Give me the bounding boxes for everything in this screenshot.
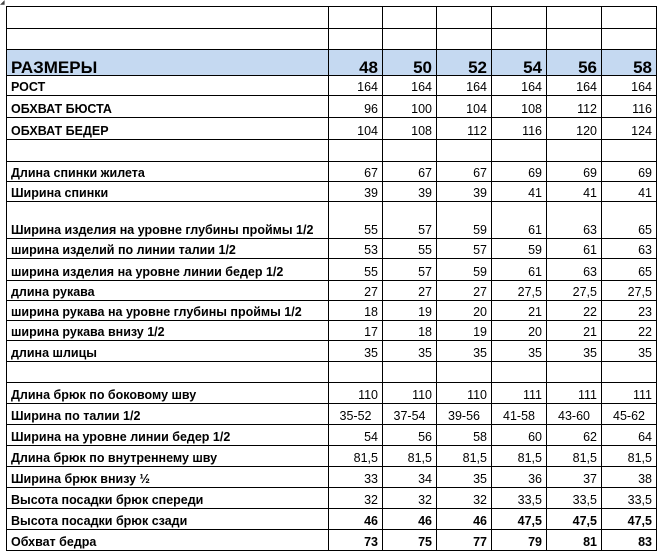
value-cell[interactable]: 39 xyxy=(383,182,437,202)
row-label[interactable]: ОБХВАТ БЮСТА xyxy=(7,96,329,118)
value-cell[interactable]: 35 xyxy=(437,467,492,488)
value-cell[interactable]: 61 xyxy=(492,259,547,281)
value-cell[interactable]: 38 xyxy=(602,467,657,488)
value-cell[interactable]: 73 xyxy=(329,530,383,551)
value-cell[interactable]: 57 xyxy=(437,239,492,259)
empty-cell[interactable] xyxy=(547,362,602,383)
value-cell[interactable]: 35 xyxy=(437,341,492,362)
value-cell[interactable]: 79 xyxy=(492,530,547,551)
table-row xyxy=(7,488,657,509)
table-row xyxy=(7,425,657,446)
value-cell[interactable]: 37-54 xyxy=(383,404,437,425)
row-label[interactable]: ОБХВАТ БЕДЕР xyxy=(7,118,329,140)
value-cell[interactable]: 47,5 xyxy=(602,509,657,530)
value-cell[interactable]: 20 xyxy=(492,321,547,341)
size-chart-table xyxy=(6,6,657,551)
value-cell[interactable]: 110 xyxy=(383,383,437,404)
value-cell[interactable]: 39 xyxy=(329,182,383,202)
value-cell[interactable]: 41 xyxy=(547,182,602,202)
empty-cell[interactable] xyxy=(383,7,437,29)
row-label[interactable]: ширина изделий по линии талии 1/2 xyxy=(7,239,329,259)
value-cell[interactable]: 35 xyxy=(329,341,383,362)
row-label[interactable]: Ширина на уровне линии бедер 1/2 xyxy=(7,425,329,446)
table-row xyxy=(7,118,657,140)
value-cell[interactable]: 22 xyxy=(547,301,602,321)
row-label[interactable]: Ширина брюк внизу ½ xyxy=(7,467,329,488)
empty-cell[interactable] xyxy=(547,7,602,29)
row-label[interactable]: Длина брюк по внутреннему шву xyxy=(7,446,329,467)
value-cell[interactable]: 81,5 xyxy=(602,446,657,467)
value-cell[interactable]: 35-52 xyxy=(329,404,383,425)
value-cell[interactable]: 55 xyxy=(383,239,437,259)
value-cell[interactable]: 100 xyxy=(383,96,437,118)
value-cell[interactable]: 27 xyxy=(437,281,492,301)
table-row xyxy=(7,467,657,488)
table-row xyxy=(7,239,657,259)
value-cell[interactable]: 46 xyxy=(437,509,492,530)
value-cell[interactable]: 35 xyxy=(492,341,547,362)
empty-cell[interactable] xyxy=(437,29,492,50)
value-cell[interactable]: 39-56 xyxy=(437,404,492,425)
table-row xyxy=(7,530,657,551)
row-label[interactable]: Ширина спинки xyxy=(7,182,329,202)
empty-cell[interactable] xyxy=(492,362,547,383)
value-cell[interactable]: 81 xyxy=(547,530,602,551)
empty-cell[interactable] xyxy=(602,140,657,162)
value-cell[interactable]: 21 xyxy=(492,301,547,321)
value-cell[interactable]: 33,5 xyxy=(492,488,547,509)
value-cell[interactable]: 65 xyxy=(602,259,657,281)
value-cell[interactable]: 32 xyxy=(437,488,492,509)
row-label[interactable]: РОСТ xyxy=(7,76,329,96)
value-cell[interactable]: 23 xyxy=(602,301,657,321)
empty-cell[interactable] xyxy=(437,140,492,162)
value-cell[interactable]: 36 xyxy=(492,467,547,488)
value-cell[interactable]: 164 xyxy=(437,76,492,96)
value-cell[interactable]: 61 xyxy=(547,239,602,259)
row-label[interactable]: ширина рукава внизу 1/2 xyxy=(7,321,329,341)
value-cell[interactable]: 18 xyxy=(329,301,383,321)
select-all-corner-icon[interactable]: ◢ xyxy=(0,0,5,6)
value-cell[interactable]: 33,5 xyxy=(602,488,657,509)
value-cell[interactable]: 33,5 xyxy=(547,488,602,509)
empty-cell[interactable] xyxy=(602,362,657,383)
blank-row xyxy=(7,362,657,383)
value-cell[interactable]: 32 xyxy=(329,488,383,509)
value-cell[interactable]: 47,5 xyxy=(492,509,547,530)
row-label[interactable]: Длина брюк по боковому шву xyxy=(7,383,329,404)
value-cell[interactable]: 81,5 xyxy=(492,446,547,467)
empty-cell[interactable] xyxy=(329,29,383,50)
empty-cell[interactable] xyxy=(437,7,492,29)
value-cell[interactable]: 27,5 xyxy=(547,281,602,301)
value-cell[interactable]: 43-60 xyxy=(547,404,602,425)
row-label[interactable]: Высота посадки брюк спереди xyxy=(7,488,329,509)
empty-cell[interactable] xyxy=(329,362,383,383)
value-cell[interactable]: 21 xyxy=(547,321,602,341)
table-row xyxy=(7,321,657,341)
value-cell[interactable]: 110 xyxy=(329,383,383,404)
header-row xyxy=(7,50,657,76)
value-cell[interactable]: 19 xyxy=(383,301,437,321)
table-row xyxy=(7,301,657,321)
value-cell[interactable]: 81,5 xyxy=(329,446,383,467)
size-header[interactable]: 52 xyxy=(437,50,492,76)
row-label[interactable]: длина шлицы xyxy=(7,341,329,362)
table-row xyxy=(7,182,657,202)
empty-cell[interactable] xyxy=(7,140,329,162)
empty-cell[interactable] xyxy=(492,140,547,162)
empty-cell[interactable] xyxy=(383,29,437,50)
value-cell[interactable]: 164 xyxy=(547,76,602,96)
value-cell[interactable]: 37 xyxy=(547,467,602,488)
row-label[interactable]: ширина рукава на уровне глубины проймы 1/2 xyxy=(7,301,329,321)
table-row xyxy=(7,341,657,362)
value-cell[interactable]: 19 xyxy=(437,321,492,341)
value-cell[interactable]: 53 xyxy=(329,239,383,259)
value-cell[interactable]: 20 xyxy=(437,301,492,321)
value-cell[interactable]: 22 xyxy=(602,321,657,341)
value-cell[interactable]: 35 xyxy=(602,341,657,362)
row-label[interactable]: Длина спинки жилета xyxy=(7,162,329,182)
value-cell[interactable]: 111 xyxy=(602,383,657,404)
empty-cell[interactable] xyxy=(547,140,602,162)
value-cell[interactable]: 62 xyxy=(547,425,602,446)
table-row xyxy=(7,281,657,301)
row-label[interactable]: Обхват бедра xyxy=(7,530,329,551)
size-header[interactable]: 50 xyxy=(383,50,437,76)
blank-row xyxy=(7,7,657,29)
value-cell[interactable]: 54 xyxy=(329,425,383,446)
value-cell[interactable]: 104 xyxy=(437,96,492,118)
value-cell[interactable]: 108 xyxy=(383,118,437,140)
value-cell[interactable]: 39 xyxy=(437,182,492,202)
empty-cell[interactable] xyxy=(7,29,329,50)
value-cell[interactable]: 164 xyxy=(329,76,383,96)
value-cell[interactable]: 67 xyxy=(437,162,492,182)
value-cell[interactable]: 83 xyxy=(602,530,657,551)
empty-cell[interactable] xyxy=(7,7,329,29)
value-cell[interactable]: 46 xyxy=(329,509,383,530)
value-cell[interactable]: 41 xyxy=(602,182,657,202)
size-header[interactable]: 58 xyxy=(602,50,657,76)
blank-row xyxy=(7,140,657,162)
value-cell[interactable]: 61 xyxy=(492,202,547,239)
empty-cell[interactable] xyxy=(492,29,547,50)
value-cell[interactable]: 27 xyxy=(383,281,437,301)
value-cell[interactable]: 27,5 xyxy=(602,281,657,301)
value-cell[interactable]: 81,5 xyxy=(547,446,602,467)
value-cell[interactable]: 116 xyxy=(492,118,547,140)
value-cell[interactable]: 164 xyxy=(602,76,657,96)
value-cell[interactable]: 104 xyxy=(329,118,383,140)
row-label[interactable]: Ширина по талии 1/2 xyxy=(7,404,329,425)
value-cell[interactable]: 111 xyxy=(547,383,602,404)
blank-row xyxy=(7,29,657,50)
value-cell[interactable]: 63 xyxy=(547,202,602,239)
table-row xyxy=(7,76,657,96)
table-row xyxy=(7,96,657,118)
value-cell[interactable]: 45-62 xyxy=(602,404,657,425)
value-cell[interactable]: 69 xyxy=(547,162,602,182)
value-cell[interactable]: 57 xyxy=(383,202,437,239)
value-cell[interactable]: 47,5 xyxy=(547,509,602,530)
value-cell[interactable]: 58 xyxy=(437,425,492,446)
value-cell[interactable]: 124 xyxy=(602,118,657,140)
empty-cell[interactable] xyxy=(602,7,657,29)
value-cell[interactable]: 55 xyxy=(329,202,383,239)
value-cell[interactable]: 77 xyxy=(437,530,492,551)
value-cell[interactable]: 33 xyxy=(329,467,383,488)
table-row xyxy=(7,404,657,425)
value-cell[interactable]: 18 xyxy=(383,321,437,341)
value-cell[interactable]: 64 xyxy=(602,425,657,446)
value-cell[interactable]: 17 xyxy=(329,321,383,341)
empty-cell[interactable] xyxy=(329,140,383,162)
empty-cell[interactable] xyxy=(329,7,383,29)
value-cell[interactable]: 46 xyxy=(383,509,437,530)
value-cell[interactable]: 75 xyxy=(383,530,437,551)
value-cell[interactable]: 35 xyxy=(547,341,602,362)
value-cell[interactable]: 116 xyxy=(602,96,657,118)
row-label[interactable]: Ширина изделия на уровне глубины проймы 1/2 xyxy=(7,202,329,239)
value-cell[interactable]: 96 xyxy=(329,96,383,118)
value-cell[interactable]: 81,5 xyxy=(437,446,492,467)
table-row xyxy=(7,446,657,467)
value-cell[interactable]: 60 xyxy=(492,425,547,446)
table-row xyxy=(7,509,657,530)
value-cell[interactable]: 27 xyxy=(329,281,383,301)
empty-cell[interactable] xyxy=(492,7,547,29)
value-cell[interactable]: 111 xyxy=(492,383,547,404)
value-cell[interactable]: 55 xyxy=(329,259,383,281)
value-cell[interactable]: 41-58 xyxy=(492,404,547,425)
value-cell[interactable]: 59 xyxy=(492,239,547,259)
value-cell[interactable]: 120 xyxy=(547,118,602,140)
table-row xyxy=(7,202,657,239)
value-cell[interactable]: 69 xyxy=(602,162,657,182)
value-cell[interactable]: 34 xyxy=(383,467,437,488)
value-cell[interactable]: 63 xyxy=(602,239,657,259)
table-row xyxy=(7,162,657,182)
size-header[interactable]: 56 xyxy=(547,50,602,76)
empty-cell[interactable] xyxy=(383,362,437,383)
empty-cell[interactable] xyxy=(437,362,492,383)
table-row xyxy=(7,259,657,281)
value-cell[interactable]: 81,5 xyxy=(383,446,437,467)
value-cell[interactable]: 67 xyxy=(383,162,437,182)
table-row xyxy=(7,383,657,404)
value-cell[interactable]: 110 xyxy=(437,383,492,404)
value-cell[interactable]: 59 xyxy=(437,202,492,239)
value-cell[interactable]: 27,5 xyxy=(492,281,547,301)
size-header[interactable]: 54 xyxy=(492,50,547,76)
empty-cell[interactable] xyxy=(383,140,437,162)
value-cell[interactable]: 57 xyxy=(383,259,437,281)
value-cell[interactable]: 56 xyxy=(383,425,437,446)
value-cell[interactable]: 164 xyxy=(383,76,437,96)
value-cell[interactable]: 112 xyxy=(547,96,602,118)
value-cell[interactable]: 108 xyxy=(492,96,547,118)
value-cell[interactable]: 67 xyxy=(329,162,383,182)
size-header[interactable]: 48 xyxy=(329,50,383,76)
empty-cell[interactable] xyxy=(7,362,329,383)
value-cell[interactable]: 59 xyxy=(437,259,492,281)
value-cell[interactable]: 164 xyxy=(492,76,547,96)
value-cell[interactable]: 112 xyxy=(437,118,492,140)
empty-cell[interactable] xyxy=(602,29,657,50)
value-cell[interactable]: 65 xyxy=(602,202,657,239)
row-label[interactable]: длина рукава xyxy=(7,281,329,301)
row-label[interactable]: Высота посадки брюк сзади xyxy=(7,509,329,530)
empty-cell[interactable] xyxy=(547,29,602,50)
value-cell[interactable]: 41 xyxy=(492,182,547,202)
row-label[interactable]: ширина изделия на уровне линии бедер 1/2 xyxy=(7,259,329,281)
value-cell[interactable]: 63 xyxy=(547,259,602,281)
value-cell[interactable]: 32 xyxy=(383,488,437,509)
value-cell[interactable]: 35 xyxy=(383,341,437,362)
value-cell[interactable]: 69 xyxy=(492,162,547,182)
header-title[interactable]: РАЗМЕРЫ xyxy=(7,50,329,76)
